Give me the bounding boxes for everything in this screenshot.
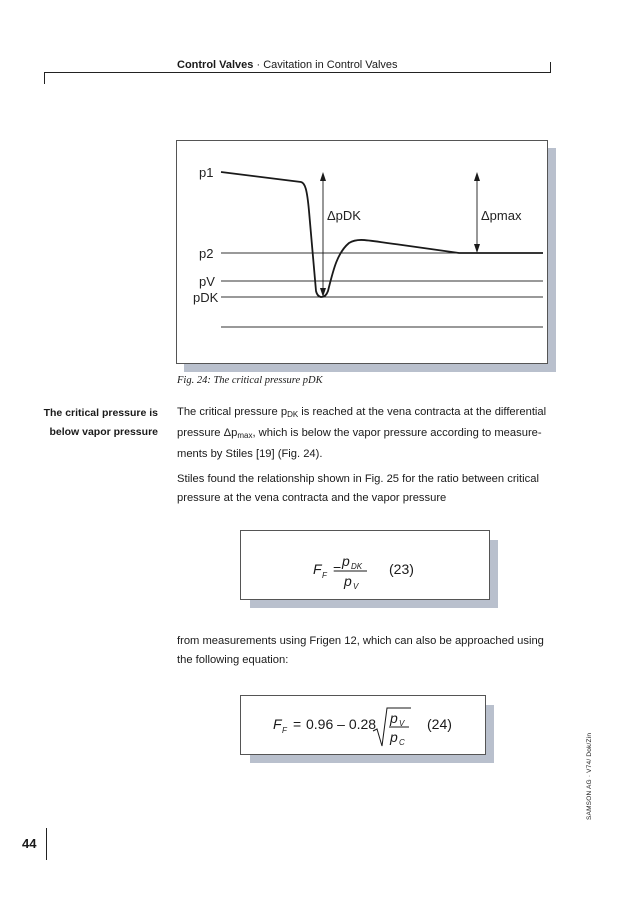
margin-note-line2: below vapor pressure	[49, 426, 158, 438]
pressure-curve	[221, 172, 543, 297]
para1-text-a: The critical pressure p	[177, 406, 288, 418]
equation24-formula	[241, 696, 485, 754]
eq24-expression: 0.96 – 0.28	[306, 716, 377, 732]
para1-sub-max: max	[237, 431, 253, 440]
label-p2: p2	[199, 246, 214, 261]
header-rule	[44, 72, 551, 73]
eq23-denominator: p	[344, 573, 352, 589]
eq24-denominator: p	[390, 729, 398, 745]
label-pv: pV	[199, 274, 215, 289]
eq24-denominator-sub: C	[399, 738, 405, 747]
eq24-equals: =	[293, 716, 302, 732]
equation23-formula	[241, 531, 489, 599]
figure-frame	[176, 140, 548, 364]
footer-vertical-rule	[46, 828, 47, 860]
delta-pmax-arrow-head-up	[474, 172, 480, 181]
header-separator: ·	[253, 59, 264, 71]
pressure-profile-diagram	[177, 141, 547, 363]
margin-note-line1: The critical pressure is	[43, 407, 158, 419]
eq23-denominator-sub: V	[353, 582, 359, 591]
eq23-lhs-sub: F	[322, 571, 327, 580]
paragraph-stiles: Stiles found the relationship shown in Fig. 25 for the ratio between critical pressure at the vena contracta and the vapor pressure	[177, 473, 539, 504]
header-title-bold: Control Valves	[177, 59, 254, 71]
eq23-number: (23)	[389, 561, 414, 577]
paragraph-critical-pressure	[177, 403, 552, 464]
figure-caption: Fig. 24: The critical pressure pDK	[177, 375, 323, 386]
label-p1: p1	[199, 165, 214, 180]
para1-text-c: , which is below the vapor pressure according to measurements by Stiles [19] (Fig. 24).	[177, 427, 542, 460]
footer-document-id: SAMSON AG · V74/ Dok/Zin	[586, 732, 593, 820]
header-rule-left-tick	[44, 72, 45, 84]
eq23-numerator: p	[342, 553, 350, 569]
equation24-box	[240, 695, 486, 755]
label-delta-pdk: ΔpDK	[327, 208, 361, 223]
para1-sub-dk: DK	[287, 410, 299, 419]
eq24-lhs-sub: F	[282, 726, 287, 735]
equation23-box	[240, 530, 490, 600]
paragraph-frigen: from measurements using Frigen 12, which can also be approached using the following equation:	[177, 635, 544, 666]
eq23-equals: =	[333, 561, 342, 577]
eq24-numerator: p	[390, 710, 398, 726]
eq24-lhs: F	[273, 716, 282, 732]
header-title-rest: Cavitation in Control Valves	[263, 59, 398, 71]
delta-pmax-arrow-head-down	[474, 244, 480, 253]
eq23-lhs: F	[313, 561, 322, 577]
delta-pdk-arrow-head-up	[320, 172, 326, 181]
eq24-numerator-sub: V	[399, 719, 405, 728]
running-header	[177, 59, 398, 71]
header-rule-right-tick	[550, 62, 551, 73]
label-pdk: pDK	[193, 290, 219, 305]
label-delta-pmax: Δpmax	[481, 208, 522, 223]
page-number: 44	[22, 836, 37, 851]
eq24-number: (24)	[427, 716, 452, 732]
eq23-numerator-sub: DK	[351, 562, 363, 571]
para1-text-b: is reached at the vena contracta at the differential pressure Δp	[177, 406, 547, 439]
